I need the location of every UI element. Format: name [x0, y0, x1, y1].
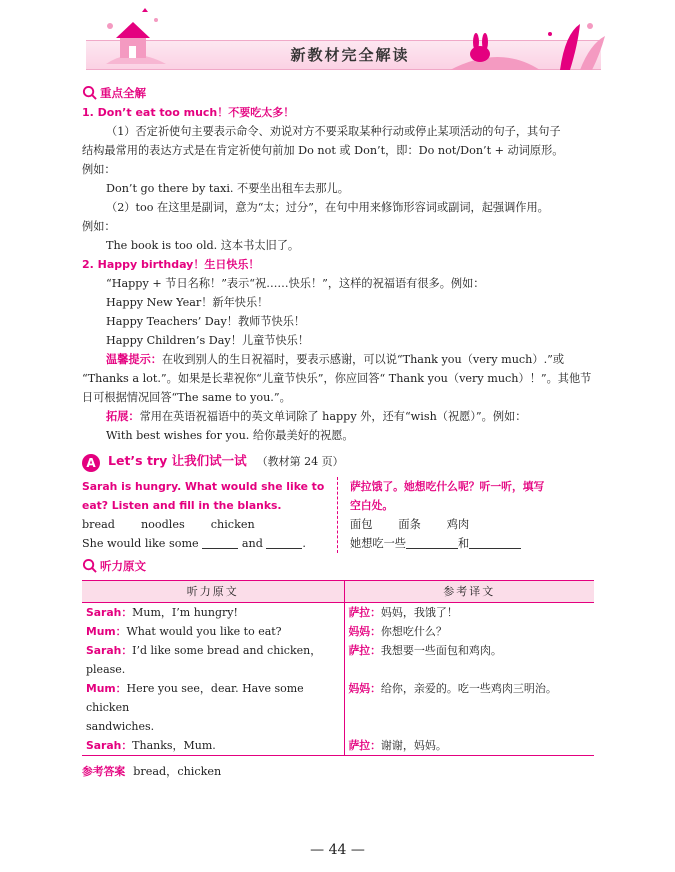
exercise-english: Sarah is hungry. What would she like to eat? Listen and fill in the blanks. bread noodles chicken She would like some and .: [82, 477, 337, 553]
item1-example2: The book is too old. 这本书太旧了。: [106, 239, 300, 252]
item1-example1: Don’t go there by taxi. 不要坐出租车去那儿。: [106, 182, 349, 195]
lets-try-title: Let’s try 让我们试一试: [108, 453, 247, 468]
table-row: Sarah：Mum，I’m hungry! 萨拉：妈妈，我饿了！: [82, 603, 594, 623]
item1-title: 1. Don’t eat too much！不要吃太多！: [82, 106, 295, 119]
word-bank-chinese: 面包 面条 鸡肉: [350, 518, 470, 531]
item1-para1-line3: 例如：: [82, 163, 116, 176]
bunny-plant-illustration-icon: [440, 14, 610, 74]
blank-2[interactable]: [266, 537, 302, 549]
item1-para2-line1: （2）too 在这里是副词，意为“太；过分”，在句中用来修饰形容词或副词，起强调作用。: [106, 201, 549, 214]
exercise-chinese: 萨拉饿了。她想吃什么呢？听一听，填写 空白处。 面包 面条 鸡肉 她想吃一些 和: [337, 477, 602, 553]
item2-title: 2. Happy birthday！生日快乐！: [82, 258, 260, 271]
key-points-heading: 重点全解: [82, 84, 602, 103]
fill-sentence-chinese: 她想吃一些 和: [350, 534, 602, 553]
magnifier-icon: [82, 85, 97, 100]
item2-para1: “Happy + 节日名称！”表示“祝……快乐！”，这样的祝福语有很多。例如：: [106, 277, 485, 290]
item2-tip-line3: 日可根据情况回答“The same to you.”。: [82, 391, 291, 404]
listening-heading: 听力原文: [82, 557, 602, 576]
house-illustration-icon: [98, 6, 168, 66]
item1-para1-line2: 结构最常用的表达方式是在肯定祈使句前加 Do not 或 Don’t，即：Do not/Don’t + 动词原形。: [82, 144, 564, 157]
table-row: Mum：What would you like to eat? 妈妈：你想吃什么？: [82, 622, 594, 641]
item2-ext-example: With best wishes for you. 给你最美好的祝愿。: [106, 429, 354, 442]
table-header-row: [82, 581, 594, 603]
item2-ex2: Happy Teachers’ Day！教师节快乐！: [106, 315, 306, 328]
textbook-reference: （教材第 24 页）: [256, 455, 344, 468]
item2-extension: 拓展：常用在英语祝福语中的英文单词除了 happy 外，还有“wish（祝愿）”。例如：: [106, 409, 527, 423]
transcript-table: [82, 580, 594, 756]
reference-answer: [82, 762, 602, 781]
tip-label: 温馨提示：: [106, 352, 162, 366]
item1-para2-line2: 例如：: [82, 220, 116, 233]
item2-tip-line2: “Thanks a lot.”。如果是长辈祝你“儿童节快乐”，你应回答“ Thank you（very much）！”。其他节: [82, 372, 592, 385]
magnifier-icon: [82, 558, 97, 573]
table-row: Sarah：Thanks，Mum. 萨拉：谢谢，妈妈。: [82, 736, 594, 756]
item2-tip-line1: 温馨提示：在收到别人的生日祝福时，要表示感谢，可以说“Thank you（very much）.”或: [106, 352, 565, 366]
fill-sentence-english: She would like some and .: [82, 537, 306, 550]
lets-try-heading: [82, 451, 602, 475]
col-header-translation: 参考译文: [344, 581, 594, 603]
blank-zh-1[interactable]: [406, 537, 458, 549]
item1-para1-line1: （1）否定祈使句主要表示命令、劝说对方不要采取某种行动或停止某项活动的句子，其句子: [106, 125, 561, 138]
extension-label: 拓展：: [106, 409, 140, 423]
col-header-transcript: 听力原文: [82, 581, 344, 603]
page-content: [82, 80, 602, 781]
item2-ex1: Happy New Year！新年快乐！: [106, 296, 269, 309]
table-row: Sarah：I’d like some bread and chicken， please. 萨拉：我想要一些面包和鸡肉。: [82, 641, 594, 679]
item2-ex3: Happy Children’s Day！儿童节快乐！: [106, 334, 310, 347]
page-header: [0, 0, 675, 80]
page-number: — 44 —: [310, 842, 365, 858]
exercise-columns: [82, 477, 602, 553]
table-row: Mum：Here you see，dear. Have some chicken sandwiches. 妈妈：给你，亲爱的。吃一些鸡肉三明治。: [82, 679, 594, 736]
blank-1[interactable]: [202, 537, 238, 549]
section-a-badge: A: [82, 454, 100, 472]
word-bank-english: bread noodles chicken: [82, 518, 255, 531]
answer-label: 参考答案: [82, 765, 126, 778]
answer-value: bread，chicken: [133, 765, 222, 778]
book-title: 新教材完全解读: [290, 46, 410, 64]
blank-zh-2[interactable]: [469, 537, 521, 549]
